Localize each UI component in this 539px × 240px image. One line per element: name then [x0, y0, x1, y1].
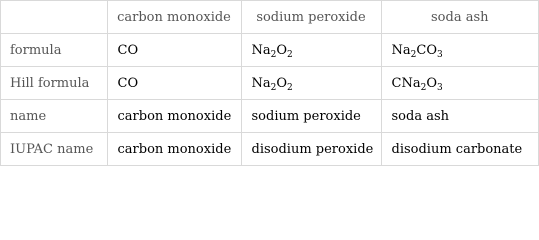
row-label-iupac-name: IUPAC name	[1, 133, 107, 166]
table-header-row	[1, 1, 538, 34]
cell-hill-formula-soda-ash	[381, 67, 538, 100]
formula-subscript: 2	[270, 82, 277, 93]
column-header-sodium-peroxide: sodium peroxide	[241, 1, 381, 34]
formula-subscript: 2	[270, 49, 277, 60]
cell-text: O	[276, 75, 288, 91]
cell-text: soda ash	[391, 108, 449, 124]
cell-iupac-name-sodium-peroxide	[241, 133, 381, 166]
cell-name-carbon-monoxide	[107, 100, 241, 133]
cell-text: CO	[416, 42, 437, 58]
row-label-name: name	[1, 100, 107, 133]
table-row-formula	[1, 34, 538, 67]
cell-formula-soda-ash	[381, 34, 538, 67]
cell-text: CNa	[391, 75, 421, 91]
cell-iupac-name-soda-ash	[381, 133, 538, 166]
corner-cell	[1, 1, 107, 34]
cell-text: CO	[117, 42, 139, 58]
cell-iupac-name-carbon-monoxide	[107, 133, 241, 166]
cell-text: carbon monoxide	[117, 108, 232, 124]
formula-subscript: 2	[420, 82, 427, 93]
cell-text: carbon monoxide	[117, 141, 232, 157]
formula-subscript: 2	[287, 82, 293, 93]
cell-text: disodium peroxide	[251, 141, 374, 157]
cell-hill-formula-carbon-monoxide	[107, 67, 241, 100]
row-label-formula: formula	[1, 34, 107, 67]
cell-text: Na	[391, 42, 411, 58]
cell-text: CO	[117, 75, 139, 91]
column-header-carbon-monoxide: carbon monoxide	[107, 1, 241, 34]
cell-text: sodium peroxide	[251, 108, 361, 124]
cell-hill-formula-sodium-peroxide	[241, 67, 381, 100]
row-label-hill-formula: Hill formula	[1, 67, 107, 100]
table-row-hill-formula	[1, 67, 538, 100]
column-header-soda-ash: soda ash	[381, 1, 538, 34]
formula-subscript: 3	[436, 82, 443, 93]
formula-subscript: 2	[410, 49, 417, 60]
formula-subscript: 3	[436, 49, 443, 60]
cell-name-soda-ash	[381, 100, 538, 133]
cell-formula-sodium-peroxide	[241, 34, 381, 67]
table-row-name	[1, 100, 538, 133]
cell-text: O	[426, 75, 437, 91]
cell-text: Na	[251, 42, 271, 58]
formula-subscript: 2	[287, 49, 293, 60]
comparison-table	[1, 1, 538, 165]
cell-text: Na	[251, 75, 271, 91]
table-row-iupac-name	[1, 133, 538, 166]
cell-formula-carbon-monoxide	[107, 34, 241, 67]
cell-name-sodium-peroxide	[241, 100, 381, 133]
cell-text: disodium carbonate	[391, 141, 523, 157]
cell-text: O	[276, 42, 288, 58]
